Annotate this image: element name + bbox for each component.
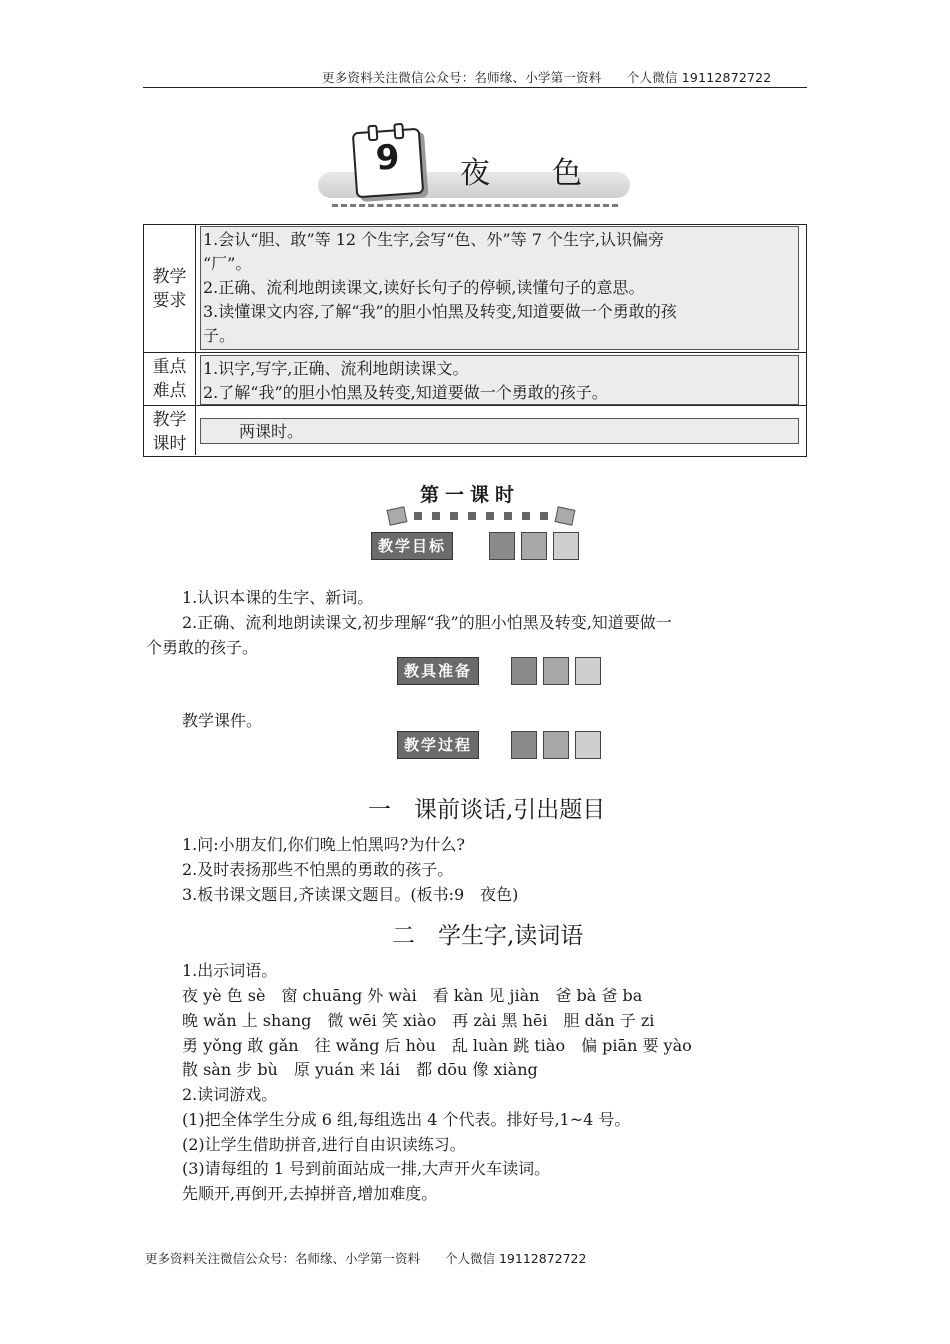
period-title: 第一课时 [420,484,521,506]
table-line: 两课时。 [239,422,304,441]
lesson-title: 夜色 [460,156,644,191]
part2-line: 1.出示词语。 [182,961,278,980]
part1-line: 3.板书课文题目,齐读课文题目。(板书:9 夜色) [182,885,519,904]
period-title-decoration [388,508,572,524]
page-footer-text: 更多资料关注微信公众号：名师缘、小学第一资料 个人微信 19112872722 [145,1251,587,1266]
section-label-text: 教具准备 [397,657,479,685]
label-square-icon [511,731,537,759]
label-square-icon [521,532,547,560]
page-header-text: 更多资料关注微信公众号：名师缘、小学第一资料 个人微信 19112872722 [322,70,772,85]
part2-line: (2)让学生借助拼音,进行自由识读练习。 [182,1135,466,1154]
row-content-class-hours [200,418,799,444]
deco-square-icon [450,512,458,520]
table-divider [195,225,196,455]
part-heading: 一 课前谈话,引出题目 [368,797,606,823]
deco-square-icon [468,512,476,520]
part2-line: 2.读词游戏。 [182,1085,278,1104]
lesson-number: 9 [374,137,401,179]
table-row-rule [144,352,806,353]
table-line: 子。 [203,326,236,345]
part-heading: 二 学生字,读词语 [392,923,584,949]
section-label-text: 教学目标 [371,532,453,560]
table-line: 1.识字,写字,正确、流利地朗读课文。 [203,359,469,378]
section-label-text: 教学过程 [397,731,479,759]
label-square-icon [553,532,579,560]
label-square-icon [543,731,569,759]
deco-square-icon [486,512,494,520]
table-line: 1.会认“胆、敢”等 12 个生字,会写“色、外”等 7 个生字,认识偏旁 [203,230,665,249]
row-content-requirements [200,226,799,350]
label-square-icon [575,731,601,759]
part2-line: 先顺开,再倒开,去掉拼音,增加难度。 [182,1184,438,1203]
calendar-icon [352,128,424,199]
row-label-key-points: 重点 难点 [152,357,187,401]
goal-line: 2.正确、流利地朗读课文,初步理解“我”的胆小怕黑及转变,知道要做一 [182,613,672,632]
table-line: 2.了解“我”的胆小怕黑及转变,知道要做一个勇敢的孩子。 [203,383,608,402]
deco-square-icon [414,512,422,520]
vocab-line: 勇 yǒng 敢 gǎn 往 wǎng 后 hòu 乱 luàn 跳 tiào 偏 piān 要 yào [182,1036,692,1055]
goal-line: 1.认识本课的生字、新词。 [182,588,374,607]
lesson-banner [318,124,644,214]
deco-tile-icon [555,506,576,525]
tools-line: 教学课件。 [182,711,263,730]
deco-square-icon [522,512,530,520]
part2-line: (1)把全体学生分成 6 组,每组选出 4 个代表。排好号,1~4 号。 [182,1110,631,1129]
deco-square-icon [432,512,440,520]
deco-tile-icon [387,506,408,525]
table-line: “厂”。 [203,254,252,273]
table-line: 3.读懂课文内容,了解“我”的胆小怕黑及转变,知道要做一个勇敢的孩 [203,302,677,321]
label-square-icon [575,657,601,685]
part1-line: 2.及时表扬那些不怕黑的勇敢的孩子。 [182,860,454,879]
vocab-line: 散 sàn 步 bù 原 yuán 来 lái 都 dōu 像 xiàng [182,1060,538,1079]
objectives-table [143,224,807,457]
label-square-icon [543,657,569,685]
table-line: 2.正确、流利地朗读课文,读好长句子的停顿,读懂句子的意思。 [203,278,645,297]
part1-line: 1.问:小朋友们,你们晚上怕黑吗?为什么? [182,835,465,854]
banner-dashed-line [332,204,618,207]
row-content-key-points [200,355,799,405]
row-label-requirements: 教学 要求 [152,267,187,311]
header-rule [143,87,807,88]
vocab-line: 晚 wǎn 上 shang 微 wēi 笑 xiào 再 zài 黑 hēi 胆 dǎn 子 zi [182,1011,655,1030]
vocab-line: 夜 yè 色 sè 窗 chuāng 外 wài 看 kàn 见 jiàn 爸 bà 爸 ba [182,986,643,1005]
table-row-rule [144,405,806,406]
row-label-class-hours: 教学 课时 [152,410,187,454]
goal-line: 个勇敢的孩子。 [146,638,259,657]
label-square-icon [511,657,537,685]
deco-square-icon [504,512,512,520]
deco-square-icon [540,512,548,520]
part2-line: (3)请每组的 1 号到前面站成一排,大声开火车读词。 [182,1159,551,1178]
label-square-icon [489,532,515,560]
